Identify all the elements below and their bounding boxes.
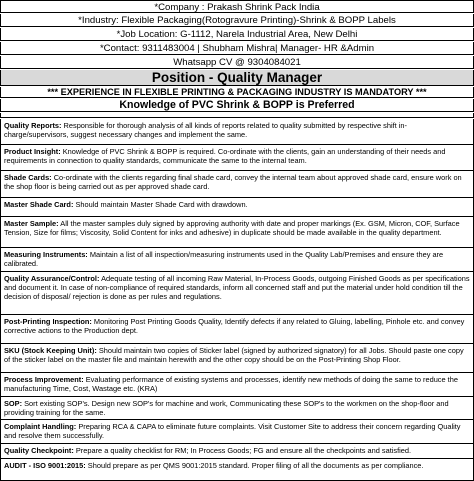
item-title: Quality Checkpoint: (4, 446, 74, 455)
item-sku (0, 344, 474, 373)
item-title: SOP: (4, 399, 23, 408)
item-measuring-instruments (0, 248, 474, 272)
item-text: Should maintain Master Shade Card with drawdown. (73, 200, 248, 209)
item-title: Measuring Instruments: (4, 250, 88, 259)
item-text: Preparing RCA & CAPA to eliminate future complaints. Visit Customer Site to address their concern regarding Quality and resolve them successfully. (4, 422, 461, 440)
item-quality-reports (0, 119, 474, 145)
item-text: Should maintain two copies of Sticker label (signed by authorized signatory) for all Jobs. Should paste one copy of the sticker label on the master file and maintain herewith and the other copy should be on the Post-Printing Shop Floor. (4, 346, 464, 364)
location-line: *Job Location: G-1112, Narela Industrial Area, New Delhi (0, 28, 474, 41)
item-text: Monitoring Post Printing Goods Quality, Identify defects if any related to Gluing, labelling, Pinhole etc. and convey corrective actions to the Production dept. (4, 317, 465, 335)
item-title: Complaint Handling: (4, 422, 77, 431)
contact-line: *Contact: 9311483004 | Shubham Mishra| Manager- HR &Admin (0, 42, 474, 55)
experience-requirement: *** EXPERIENCE IN FLEXIBLE PRINTING & PACKAGING INDUSTRY IS MANDATORY *** (0, 87, 474, 98)
position-title: Position - Quality Manager (0, 70, 474, 86)
item-title: Process Improvement: (4, 375, 84, 384)
item-shade-cards (0, 171, 474, 198)
item-title: Quality Reports: (4, 121, 62, 130)
item-title: Master Shade Card: (4, 200, 74, 209)
item-complaint-handling (0, 420, 474, 444)
item-text: All the master samples duly signed by approving authority with date and proper markings (Ex. GSM, Micron, COF, Surface Tension, Size for films; Viscosity, Solid Content for inks and adhesive) in duplicate should be made available in the quality department. (4, 219, 460, 237)
item-text: Knowledge of PVC Shrink & BOPP is required. Co-ordinate with the clients, gain an understanding of their needs and requirements in connection to quality standards, communicate the same to the internal team. (4, 147, 446, 165)
item-title: Master Sample: (4, 219, 59, 228)
item-text: Adequate testing of all incoming Raw Material, In-Process Goods, outgoing Finished Goods as per specifications and document it. In case of non-compliance of required standards, inform all concerned staff and put the material under hold condition till the decision of disposal/ rejection is done as per rules and regulations. (4, 274, 470, 301)
item-process-improvement (0, 373, 474, 397)
item-post-printing-inspection (0, 315, 474, 344)
item-text: Responsible for thorough analysis of all kinds of reports related to quality submitted by respective shift in-charge/supervisors, suggest necessary changes and implement the same. (4, 121, 407, 139)
whatsapp-line: Whatsapp CV @ 9304084021 (0, 56, 474, 69)
item-audit-iso (0, 459, 474, 481)
item-text: Should prepare as per QMS 9001:2015 standard. Proper filing of all the documents as per compliance. (85, 461, 424, 470)
item-text: Prepare a quality checklist for RM; In Process Goods; FG and ensure all the checkpoints and satisfied. (73, 446, 412, 455)
item-text: Evaluating performance of existing systems and processes, identify new methods of doing the same to reduce the manufacturing Time, Cost, Wastage etc. (KRA) (4, 375, 458, 393)
item-title: Shade Cards: (4, 173, 52, 182)
item-title: Product Insight: (4, 147, 61, 156)
item-master-shade-card (0, 198, 474, 217)
item-title: AUDIT - ISO 9001:2015: (4, 461, 86, 470)
item-text: Sort existing SOP's. Design new SOP's for machine and work, Communicating these SOP's to the workmen on the shop-floor and providing training for the same. (4, 399, 449, 417)
item-title: Quality Assurance/Control: (4, 274, 100, 283)
item-sop (0, 397, 474, 420)
blank-row (0, 113, 474, 118)
item-title: Post-Printing Inspection: (4, 317, 92, 326)
item-quality-checkpoint (0, 444, 474, 459)
item-text: Maintain a list of all inspection/measuring instruments used in the Quality Lab/Premises and ensure they are calibrated. (4, 250, 444, 268)
item-text: Co-ordinate with the clients regarding final shade card, convey the internal team about approved shade card, ensure work on the shop floor is being carried out as per approved shade card. (4, 173, 462, 191)
item-quality-assurance (0, 272, 474, 315)
item-product-insight (0, 145, 474, 171)
item-title: SKU (Stock Keeping Unit): (4, 346, 97, 355)
item-master-sample (0, 217, 474, 248)
company-line: *Company : Prakash Shrink Pack India (0, 0, 474, 13)
industry-line: *Industry: Flexible Packaging(Rotogravure Printing)-Shrink & BOPP Labels (0, 14, 474, 27)
knowledge-requirement: Knowledge of PVC Shrink & BOPP is Preferred (0, 99, 474, 112)
